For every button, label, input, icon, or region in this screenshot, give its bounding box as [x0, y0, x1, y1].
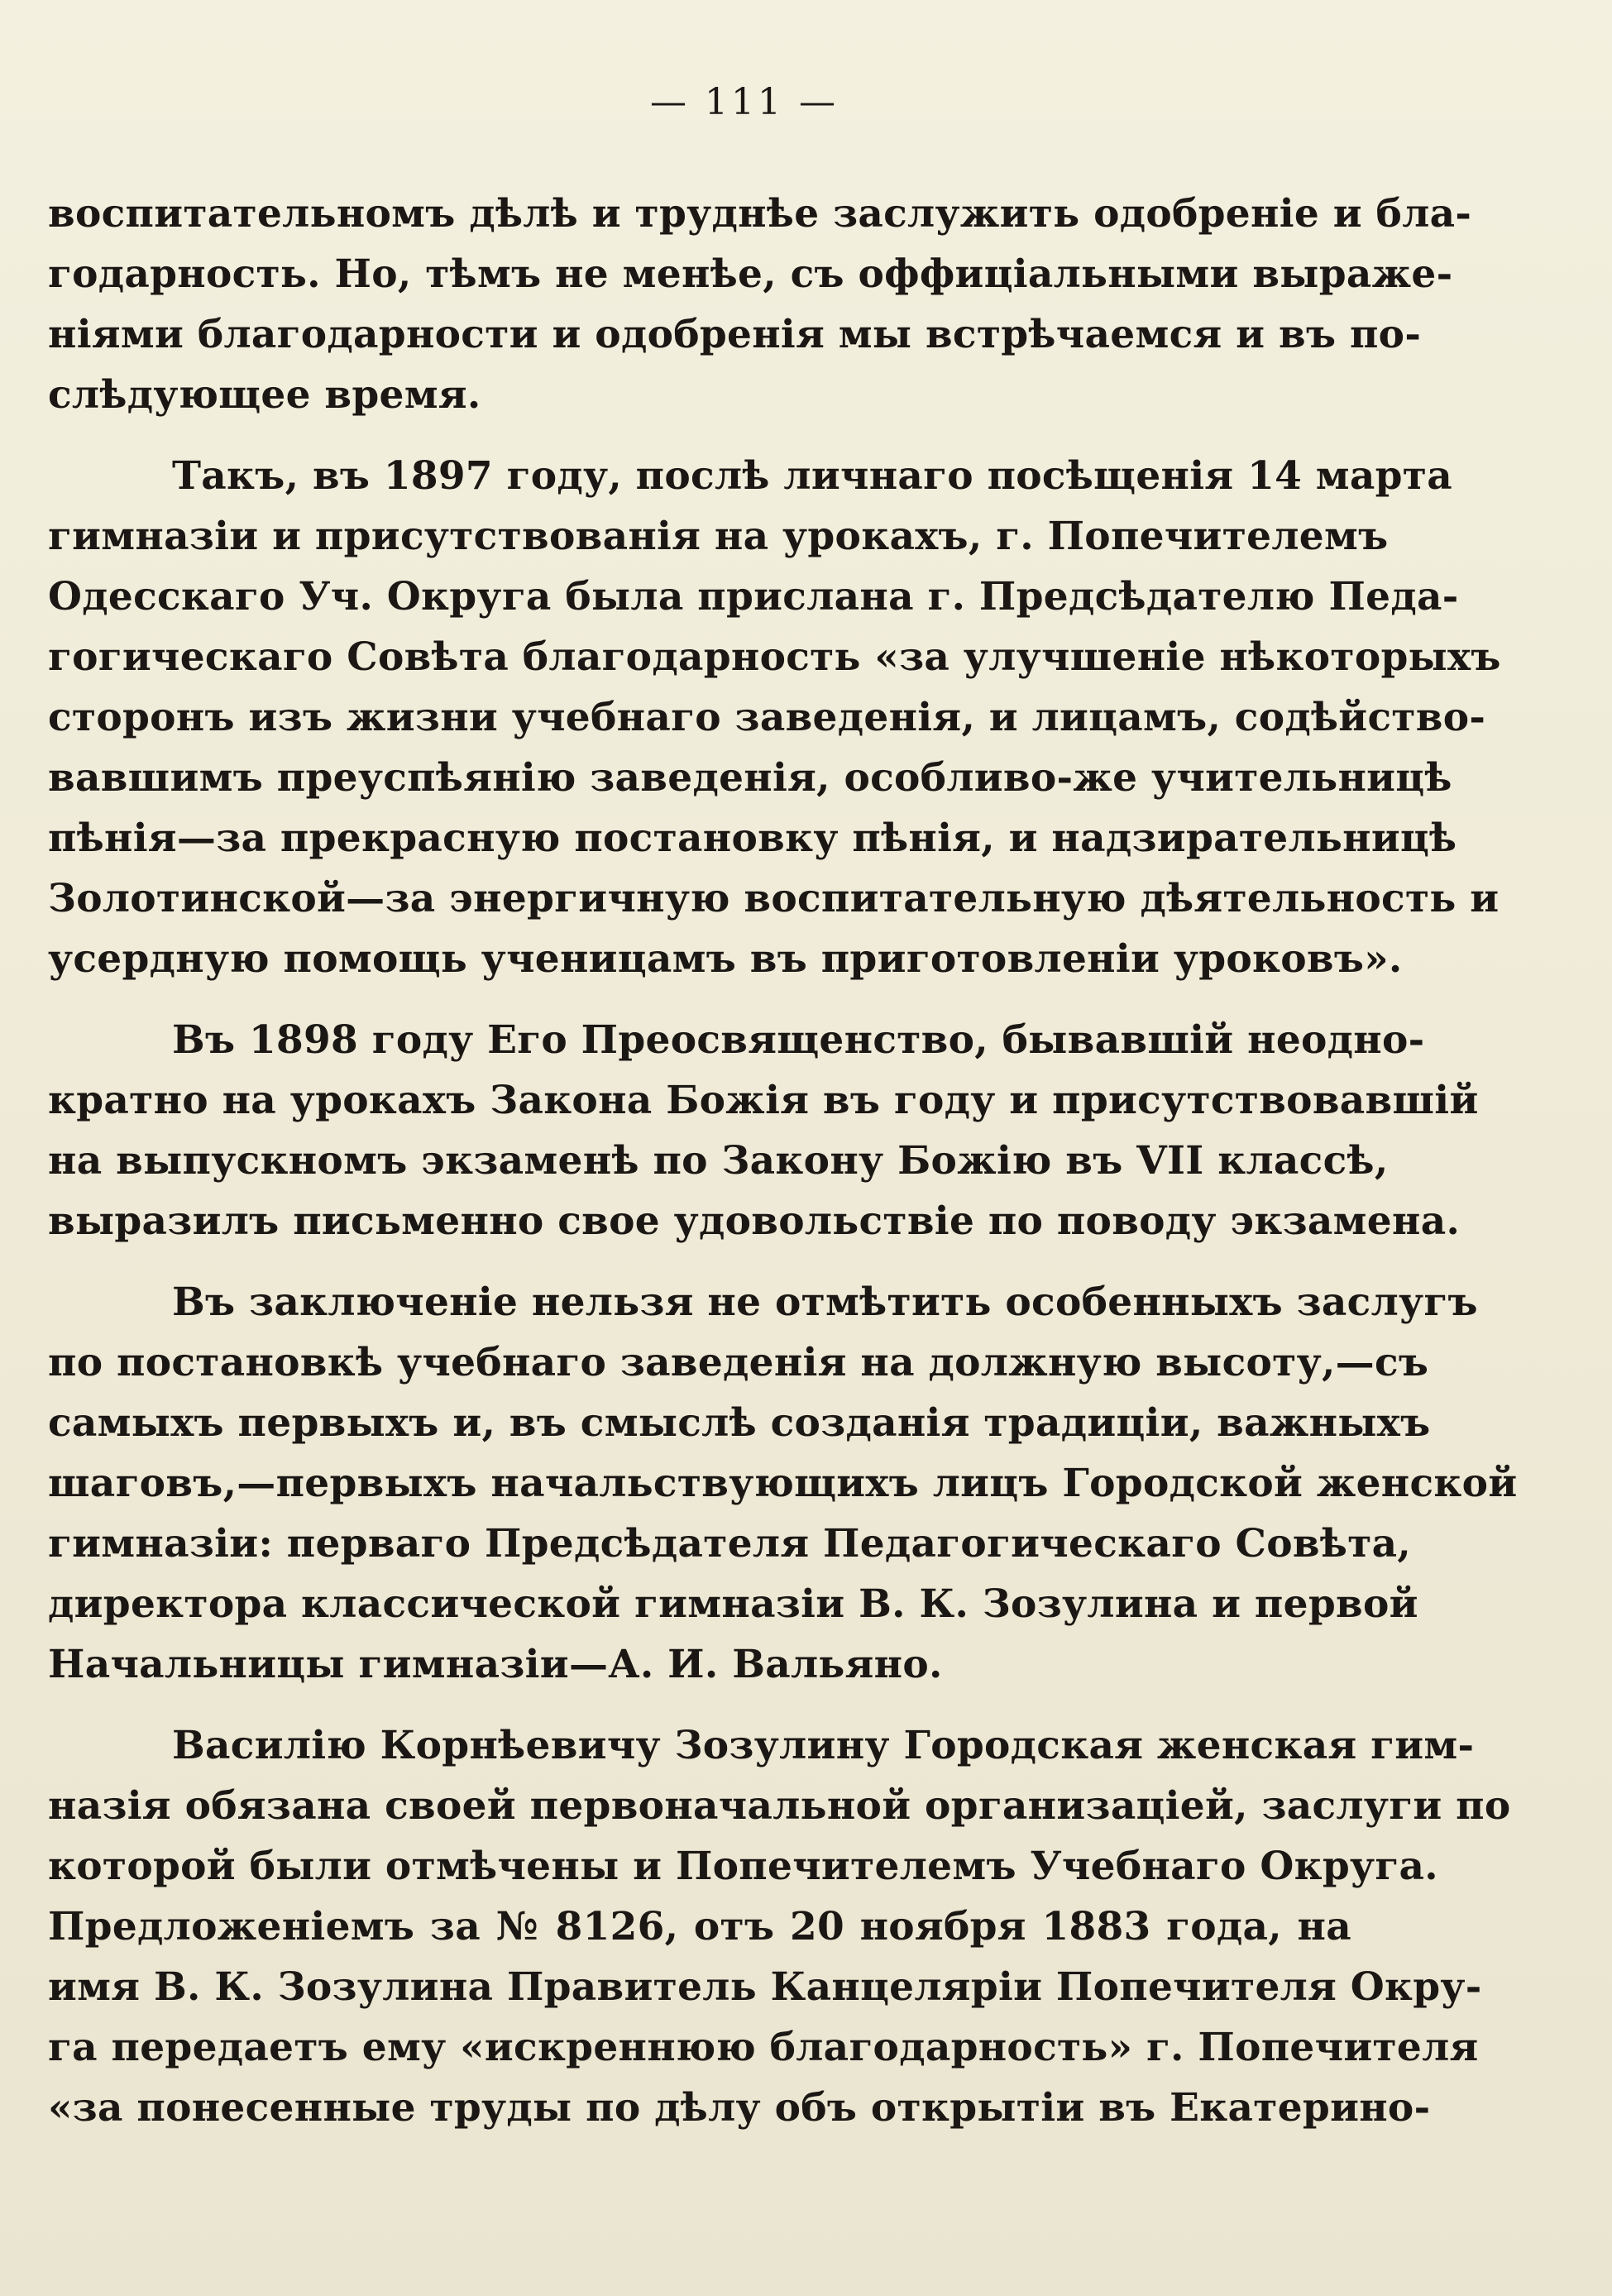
text-line: самыхъ первыхъ и, въ смыслѣ созданія традиціи, важныхъ — [48, 1400, 1431, 1446]
text-line: имя В. К. Зозулина Правитель Канцеляріи Попечителя Окру- — [48, 1964, 1482, 2010]
text-line: Въ 1898 году Его Преосвященство, бывавшій неодно- — [172, 1017, 1425, 1063]
text-line: усердную помощь ученицамъ въ приготовленіи уроковъ». — [48, 936, 1403, 982]
body-text — [48, 184, 1518, 2138]
text-line: Въ заключеніе нельзя не отмѣтить особенныхъ заслугъ — [172, 1280, 1478, 1325]
text-line: гимназіи и присутствованія на урокахъ, г. Попечителемъ — [48, 514, 1389, 559]
text-line: вавшимъ преуспѣянію заведенія, особливо-же учительницѣ — [48, 755, 1452, 801]
text-line: слѣдующее время. — [48, 372, 481, 418]
paragraph-3 — [48, 1010, 1479, 1251]
text-line: гогическаго Совѣта благодарность «за улучшеніе нѣкоторыхъ — [48, 634, 1501, 680]
text-line: гимназіи: перваго Предсѣдателя Педагогическаго Совѣта, — [48, 1521, 1412, 1567]
text-line: Золотинской—за энергичную воспитательную дѣятельность и — [48, 876, 1500, 921]
paragraph-2 — [48, 446, 1501, 989]
text-line: пѣнія—за прекрасную постановку пѣнія, и надзирательницѣ — [48, 816, 1457, 861]
text-line: по постановкѣ учебнаго заведенія на должную высоту,—съ — [48, 1340, 1429, 1385]
text-line: Начальницы гимназіи—А. И. Вальяно. — [48, 1642, 943, 1687]
text-line: шаговъ,—первыхъ начальствующихъ лицъ Городской женской — [48, 1461, 1518, 1506]
paragraph-4 — [48, 1272, 1518, 1695]
text-line: Такъ, въ 1897 году, послѣ личнаго посѣщенія 14 марта — [172, 453, 1452, 499]
page-number: — 111 — — [650, 81, 839, 123]
text-line: на выпускномъ экзаменѣ по Закону Божію въ VII классѣ, — [48, 1138, 1389, 1184]
text-line: га передаетъ ему «искреннюю благодарность» г. Попечителя — [48, 2025, 1479, 2070]
text-line: Одесскаго Уч. Округа была прислана г. Предсѣдателю Педа- — [48, 574, 1459, 619]
text-line: назія обязана своей первоначальной организаціей, заслуги по — [48, 1783, 1511, 1829]
text-line: Предложеніемъ за № 8126, отъ 20 ноября 1883 года, на — [48, 1904, 1351, 1949]
text-line: которой были отмѣчены и Попечителемъ Учебнаго Округа. — [48, 1844, 1438, 1889]
text-line: «за понесенные труды по дѣлу объ открытіи въ Екатерино- — [48, 2085, 1431, 2131]
text-line: воспитательномъ дѣлѣ и труднѣе заслужить одобреніе и бла- — [48, 191, 1472, 237]
text-line: ніями благодарности и одобренія мы встрѣчаемся и въ по- — [48, 312, 1422, 357]
text-line: директора классической гимназіи В. К. Зозулина и первой — [48, 1581, 1418, 1627]
paragraph-1 — [48, 184, 1472, 425]
text-line: сторонъ изъ жизни учебнаго заведенія, и лицамъ, содѣйство- — [48, 695, 1486, 740]
text-line: кратно на урокахъ Закона Божія въ году и присутствовавшій — [48, 1078, 1479, 1123]
paragraph-5 — [48, 1715, 1511, 2138]
text-line: выразилъ письменно свое удовольствіе по поводу экзамена. — [48, 1198, 1461, 1244]
text-line: годарность. Но, тѣмъ не менѣе, съ оффиціальными выраже- — [48, 251, 1453, 297]
text-line: Василію Корнѣевичу Зозулину Городская женская гим- — [172, 1723, 1475, 1768]
